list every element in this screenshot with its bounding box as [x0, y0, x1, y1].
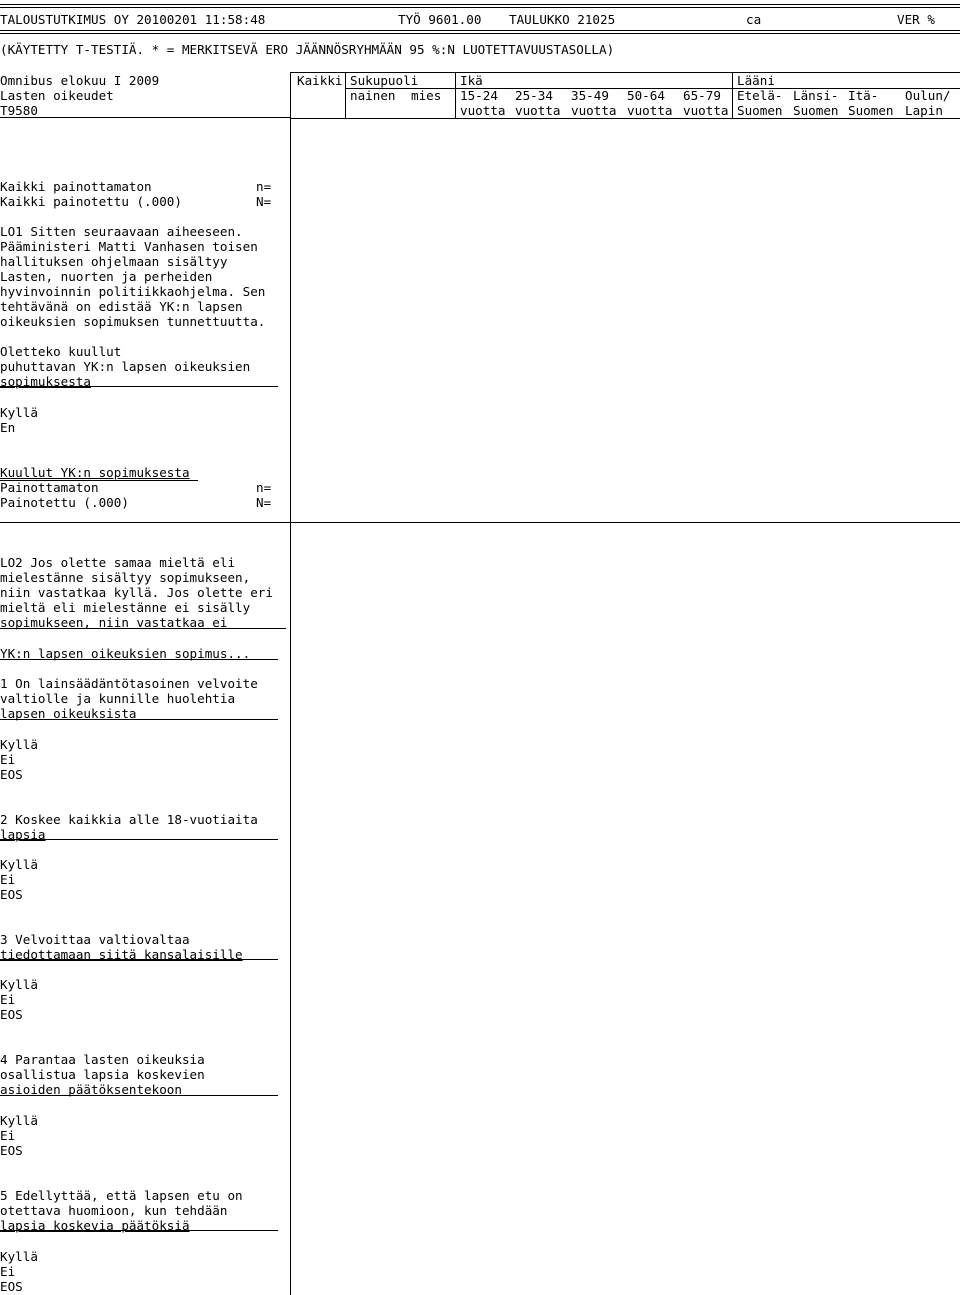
section-rule: [0, 628, 286, 629]
column-subheader-5: vuotta: [571, 103, 617, 118]
question-text: otettava huomioon, kun tehdään: [0, 1203, 228, 1218]
row-label: Ei: [0, 1264, 16, 1279]
section-rule: [0, 839, 278, 840]
group-ika: Ikä: [460, 73, 483, 88]
column-subheader-6: vuotta: [627, 103, 673, 118]
section-rule: [0, 659, 278, 660]
column-subheader-7: vuotta: [683, 103, 729, 118]
column-subheader-4: vuotta: [515, 103, 561, 118]
row-label: Ei: [0, 992, 16, 1007]
row-label: EOS: [0, 1143, 23, 1158]
question-text: mielestänne sisältyy sopimukseen,: [0, 570, 251, 585]
question-text: niin vastatkaa kyllä. Jos olette eri: [0, 585, 273, 600]
question-text: 3 Velvoittaa valtiovaltaa: [0, 932, 190, 947]
row-label: Ei: [0, 1128, 16, 1143]
section-rule: [0, 959, 278, 960]
group-sukupuoli: Sukupuoli: [350, 73, 419, 88]
row-label: Kyllä: [0, 1113, 38, 1128]
row-tag: n=: [256, 179, 272, 194]
study-line-3: T9580: [0, 103, 38, 118]
header-bottom-rule: [290, 118, 960, 119]
question-text: Kuullut YK:n sopimuksesta: [0, 465, 190, 480]
row-label: Ei: [0, 752, 16, 767]
column-subheader-10: Suomen: [848, 103, 894, 118]
section-rule: [0, 386, 278, 387]
question-text: osallistua lapsia koskevien: [0, 1067, 205, 1082]
question-text: sopimuksesta: [0, 374, 91, 389]
study-line-1: Omnibus elokuu I 2009: [0, 73, 160, 88]
question-text: hyvinvoinnin politiikkaohjelma. Sen: [0, 284, 266, 299]
column-header-9: Länsi-: [793, 88, 839, 103]
column-header-11: Oulun/: [905, 88, 951, 103]
column-header-2: mies: [411, 88, 442, 103]
question-text: valtiolle ja kunnille huolehtia: [0, 691, 236, 706]
report-ver: VER %: [897, 12, 935, 27]
column-header-10: Itä-: [848, 88, 879, 103]
study-line-2: Lasten oikeudet: [0, 88, 114, 103]
row-label: Painottamaton: [0, 480, 99, 495]
row-label: Kyllä: [0, 405, 38, 420]
section-rule: [0, 1095, 278, 1096]
question-text: Pääministeri Matti Vanhasen toisen: [0, 239, 258, 254]
row-tag: n=: [256, 480, 272, 495]
question-text: 1 On lainsäädäntötasoinen velvoite: [0, 676, 258, 691]
row-tag: N=: [256, 194, 272, 209]
row-label: Painotettu (.000): [0, 495, 129, 510]
question-text: Oletteko kuullut: [0, 344, 122, 359]
column-header-6: 50-64: [627, 88, 665, 103]
row-label: Kyllä: [0, 737, 38, 752]
row-label: EOS: [0, 1279, 23, 1294]
question-text: 2 Koskee kaikkia alle 18-vuotiaita: [0, 812, 258, 827]
column-header-7: 65-79: [683, 88, 721, 103]
column-subheader-9: Suomen: [793, 103, 839, 118]
group-divider-sukupuoli: [345, 72, 346, 118]
column-subheader-3: vuotta: [460, 103, 506, 118]
section-rule: [0, 719, 278, 720]
report-ca: ca: [746, 12, 762, 27]
row-label: Ei: [0, 872, 16, 887]
report-org-datetime: TALOUSTUTKIMUS OY 20100201 11:58:48: [0, 12, 266, 27]
group-top-rule: [290, 72, 960, 73]
row-label: Kaikki painotettu (.000): [0, 194, 182, 209]
question-text: asioiden päätöksentekoon: [0, 1082, 182, 1097]
row-label: EOS: [0, 887, 23, 902]
question-text: 4 Parantaa lasten oikeuksia: [0, 1052, 205, 1067]
question-text: tiedottamaan siitä kansalaisille: [0, 947, 243, 962]
group-divider-laani: [732, 72, 733, 118]
report-table-id: TAULUKKO 21025: [509, 12, 616, 27]
significance-note: (KÄYTETTY T-TESTIÄ. * = MERKITSEVÄ ERO JÄÄNNÖSRYHMÄÄN 95 %:N LUOTETTAVUUSTASOLLA): [0, 42, 615, 57]
row-label: EOS: [0, 1007, 23, 1022]
question-text: tehtävänä on edistää YK:n lapsen: [0, 299, 243, 314]
row-label: Kyllä: [0, 977, 38, 992]
left-divider: [290, 72, 291, 1295]
row-tag: N=: [256, 495, 272, 510]
column-header-1: nainen: [350, 88, 396, 103]
row-label: Kyllä: [0, 1249, 38, 1264]
section-rule: [0, 1230, 278, 1231]
question-text: LO1 Sitten seuraavaan aiheeseen.: [0, 224, 243, 239]
section-rule: [0, 522, 960, 523]
column-header-8: Etelä-: [737, 88, 783, 103]
section-rule: [0, 117, 290, 118]
group-kaikki: Kaikki: [297, 73, 343, 88]
group-laani: Lääni: [737, 73, 775, 88]
top-double-rule: [0, 4, 960, 8]
question-text: lapsen oikeuksista: [0, 706, 137, 721]
column-subheader-8: Suomen: [737, 103, 783, 118]
question-text: LO2 Jos olette samaa mieltä eli: [0, 555, 236, 570]
group-divider-ika: [455, 72, 456, 118]
report-job: TYÖ 9601.00: [398, 12, 482, 27]
question-text: Lasten, nuorten ja perheiden: [0, 269, 213, 284]
row-label: EOS: [0, 767, 23, 782]
column-header-4: 25-34: [515, 88, 553, 103]
question-text: hallituksen ohjelmaan sisältyy: [0, 254, 228, 269]
row-label: Kyllä: [0, 857, 38, 872]
column-subheader-11: Lapin: [905, 103, 943, 118]
question-text: sopimukseen, niin vastatkaa ei: [0, 615, 228, 630]
row-label: En: [0, 420, 16, 435]
section-rule: [0, 480, 198, 481]
question-text: lapsia: [0, 827, 46, 842]
question-text: lapsia koskevia päätöksiä: [0, 1218, 190, 1233]
column-header-3: 15-24: [460, 88, 498, 103]
row-label: Kaikki painottamaton: [0, 179, 152, 194]
question-text: 5 Edellyttää, että lapsen etu on: [0, 1188, 243, 1203]
column-header-5: 35-49: [571, 88, 609, 103]
question-text: oikeuksien sopimuksen tunnettuutta.: [0, 314, 266, 329]
question-text: mieltä eli mielestänne ei sisälly: [0, 600, 251, 615]
header-double-rule: [0, 30, 960, 34]
question-text: YK:n lapsen oikeuksien sopimus...: [0, 646, 251, 661]
question-text: puhuttavan YK:n lapsen oikeuksien: [0, 359, 251, 374]
